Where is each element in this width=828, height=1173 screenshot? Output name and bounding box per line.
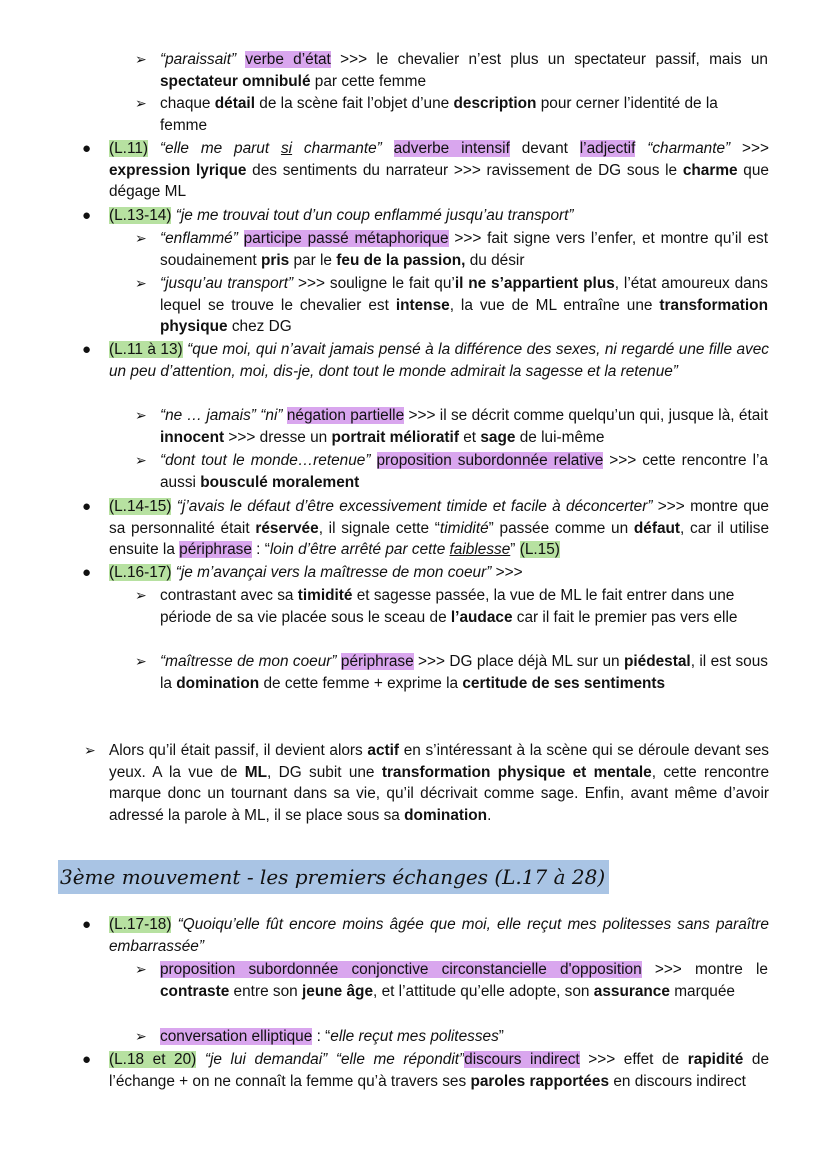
highlight-purple: adverbe intensif (393, 140, 510, 157)
line-ref: (L.16-17) (109, 564, 172, 581)
sub-point: proposition subordonnée conjonctive circonstancielle d'opposition >>> montre le contraste entre son jeune âge, et l’attitude qu’elle adopte, son assurance marquée (160, 961, 768, 1000)
arrow-bullet-icon: ➢ (135, 95, 147, 111)
arrow-bullet-icon: ➢ (135, 407, 147, 423)
highlight-purple: verbe d’état (245, 51, 331, 68)
highlight-purple: conversation elliptique (160, 1028, 313, 1045)
sub-point: “ne … jamais” “ni” négation partielle >>> il se décrit comme quelqu’un qui, jusque là, était innocent >>> dresse un portrait mélioratif et sage de lui-même (160, 407, 768, 446)
main-point: (L.16-17) “je m’avançai vers la maîtresse de mon coeur” >>> (109, 564, 523, 581)
line-ref: (L.14-15) (109, 498, 172, 515)
arrow-bullet-icon: ➢ (135, 653, 147, 669)
sub-point: “jusqu’au transport” >>> souligne le fait qu’il ne s’appartient plus, l’état amoureux dans lequel se trouve le chevalier est intense, la vue de ML entraîne une transformation physique chez DG (160, 275, 768, 335)
round-bullet-icon: ● (82, 498, 92, 515)
line-ref: (L.11 à 13) (109, 341, 183, 358)
summary-paragraph: Alors qu’il était passif, il devient alors actif en s’intéressant à la scène qui se déroule devant ses yeux. A la vue de ML, DG subit une transformation physique et mentale, cette rencontre marque donc un tournant dans sa vie, qu’il décrivait comme sage. Enfin, avant même d’avoir adressé la parole à ML, il se place sous sa domination. (109, 742, 770, 824)
arrow-bullet-icon: ➢ (135, 51, 147, 67)
arrow-bullet-icon: ➢ (135, 1028, 147, 1044)
line-ref: (L.17-18) (109, 916, 172, 933)
main-point: (L.14-15) “j’avais le défaut d’être excessivement timide et facile à déconcerter” >>> montre que sa personnalité était réservée, il signale cette “timidité” passée comme un défaut, car il utilise ensuite la périphrase : “loin d’être arrêté par cette faiblesse” (L.15) (109, 498, 770, 558)
highlight-purple: périphrase (179, 541, 252, 558)
arrow-bullet-icon: ➢ (135, 587, 147, 603)
main-point: (L.13-14) “je me trouvai tout d’un coup enflammé jusqu’au transport” (109, 207, 574, 224)
sub-point: “enflammé” participe passé métaphorique >>> fait signe vers l’enfer, et montre qu’il est soudainement pris par le feu de la passion, du désir (160, 230, 768, 269)
round-bullet-icon: ● (82, 207, 92, 224)
sub-point: chaque détail de la scène fait l’objet d’une description pour cerner l’identité de la femme (160, 95, 718, 134)
line-ref: (L.18 et 20) (109, 1051, 197, 1068)
round-bullet-icon: ● (82, 140, 92, 157)
highlight-purple: discours indirect (464, 1051, 580, 1068)
sub-point: contrastant avec sa timidité et sagesse passée, la vue de ML le fait entrer dans une période de sa vie placée sous le sceau de l’audace car il fait le premier pas vers elle (160, 587, 738, 626)
highlight-purple: négation partielle (286, 407, 405, 424)
line-ref: (L.11) (109, 140, 149, 157)
round-bullet-icon: ● (82, 1051, 92, 1068)
highlight-purple: participe passé métaphorique (243, 230, 449, 247)
round-bullet-icon: ● (82, 341, 92, 358)
arrow-bullet-icon: ➢ (135, 230, 147, 246)
highlight-purple: l’adjectif (579, 140, 636, 157)
highlight-purple: proposition subordonnée relative (376, 452, 604, 469)
arrow-bullet-icon: ➢ (84, 742, 96, 758)
round-bullet-icon: ● (82, 564, 92, 581)
arrow-bullet-icon: ➢ (135, 275, 147, 291)
main-point: (L.11) “elle me parut si charmante” adverbe intensif devant l’adjectif “charmante” >>> expression lyrique des sentiments du narrateur >>> ravissement de DG sous le charme que dégage ML (109, 140, 769, 200)
arrow-bullet-icon: ➢ (135, 961, 147, 977)
sub-point: “paraissait” verbe d’état >>> le chevalier n’est plus un spectateur passif, mais un spectateur omnibulé par cette femme (160, 51, 768, 90)
line-ref: (L.13-14) (109, 207, 172, 224)
main-point: (L.17-18) “Quoiqu’elle fût encore moins âgée que moi, elle reçut mes politesses sans paraître embarrassée” (109, 916, 769, 955)
highlight-purple: périphrase (340, 653, 414, 670)
main-point: (L.11 à 13) “que moi, qui n’avait jamais pensé à la différence des sexes, ni regardé une fille avec un peu d’attention, moi, dis-je, dont tout le monde admirait la sagesse et la retenue” (109, 341, 769, 380)
sub-point: conversation elliptique : “elle reçut mes politesses” (160, 1028, 504, 1045)
line-ref: (L.15) (519, 541, 560, 558)
sub-point: “maîtresse de mon coeur” périphrase >>> DG place déjà ML sur un piédestal, il est sous la domination de cette femme + exprime la certitude de ses sentiments (160, 653, 768, 692)
highlight-purple: proposition subordonnée conjonctive circonstancielle d'opposition (160, 961, 642, 978)
main-point: (L.18 et 20) “je lui demandai” “elle me répondit”discours indirect >>> effet de rapidité de l’échange + on ne connaît la femme qu’à travers ses paroles rapportées en discours indirect (109, 1051, 770, 1090)
sub-point: “dont tout le monde…retenue” proposition subordonnée relative >>> cette rencontre l’a aussi bousculé moralement (160, 452, 768, 491)
arrow-bullet-icon: ➢ (135, 452, 147, 468)
round-bullet-icon: ● (82, 916, 92, 933)
section-heading: 3ème mouvement - les premiers échanges (L.17 à 28) (58, 860, 609, 894)
